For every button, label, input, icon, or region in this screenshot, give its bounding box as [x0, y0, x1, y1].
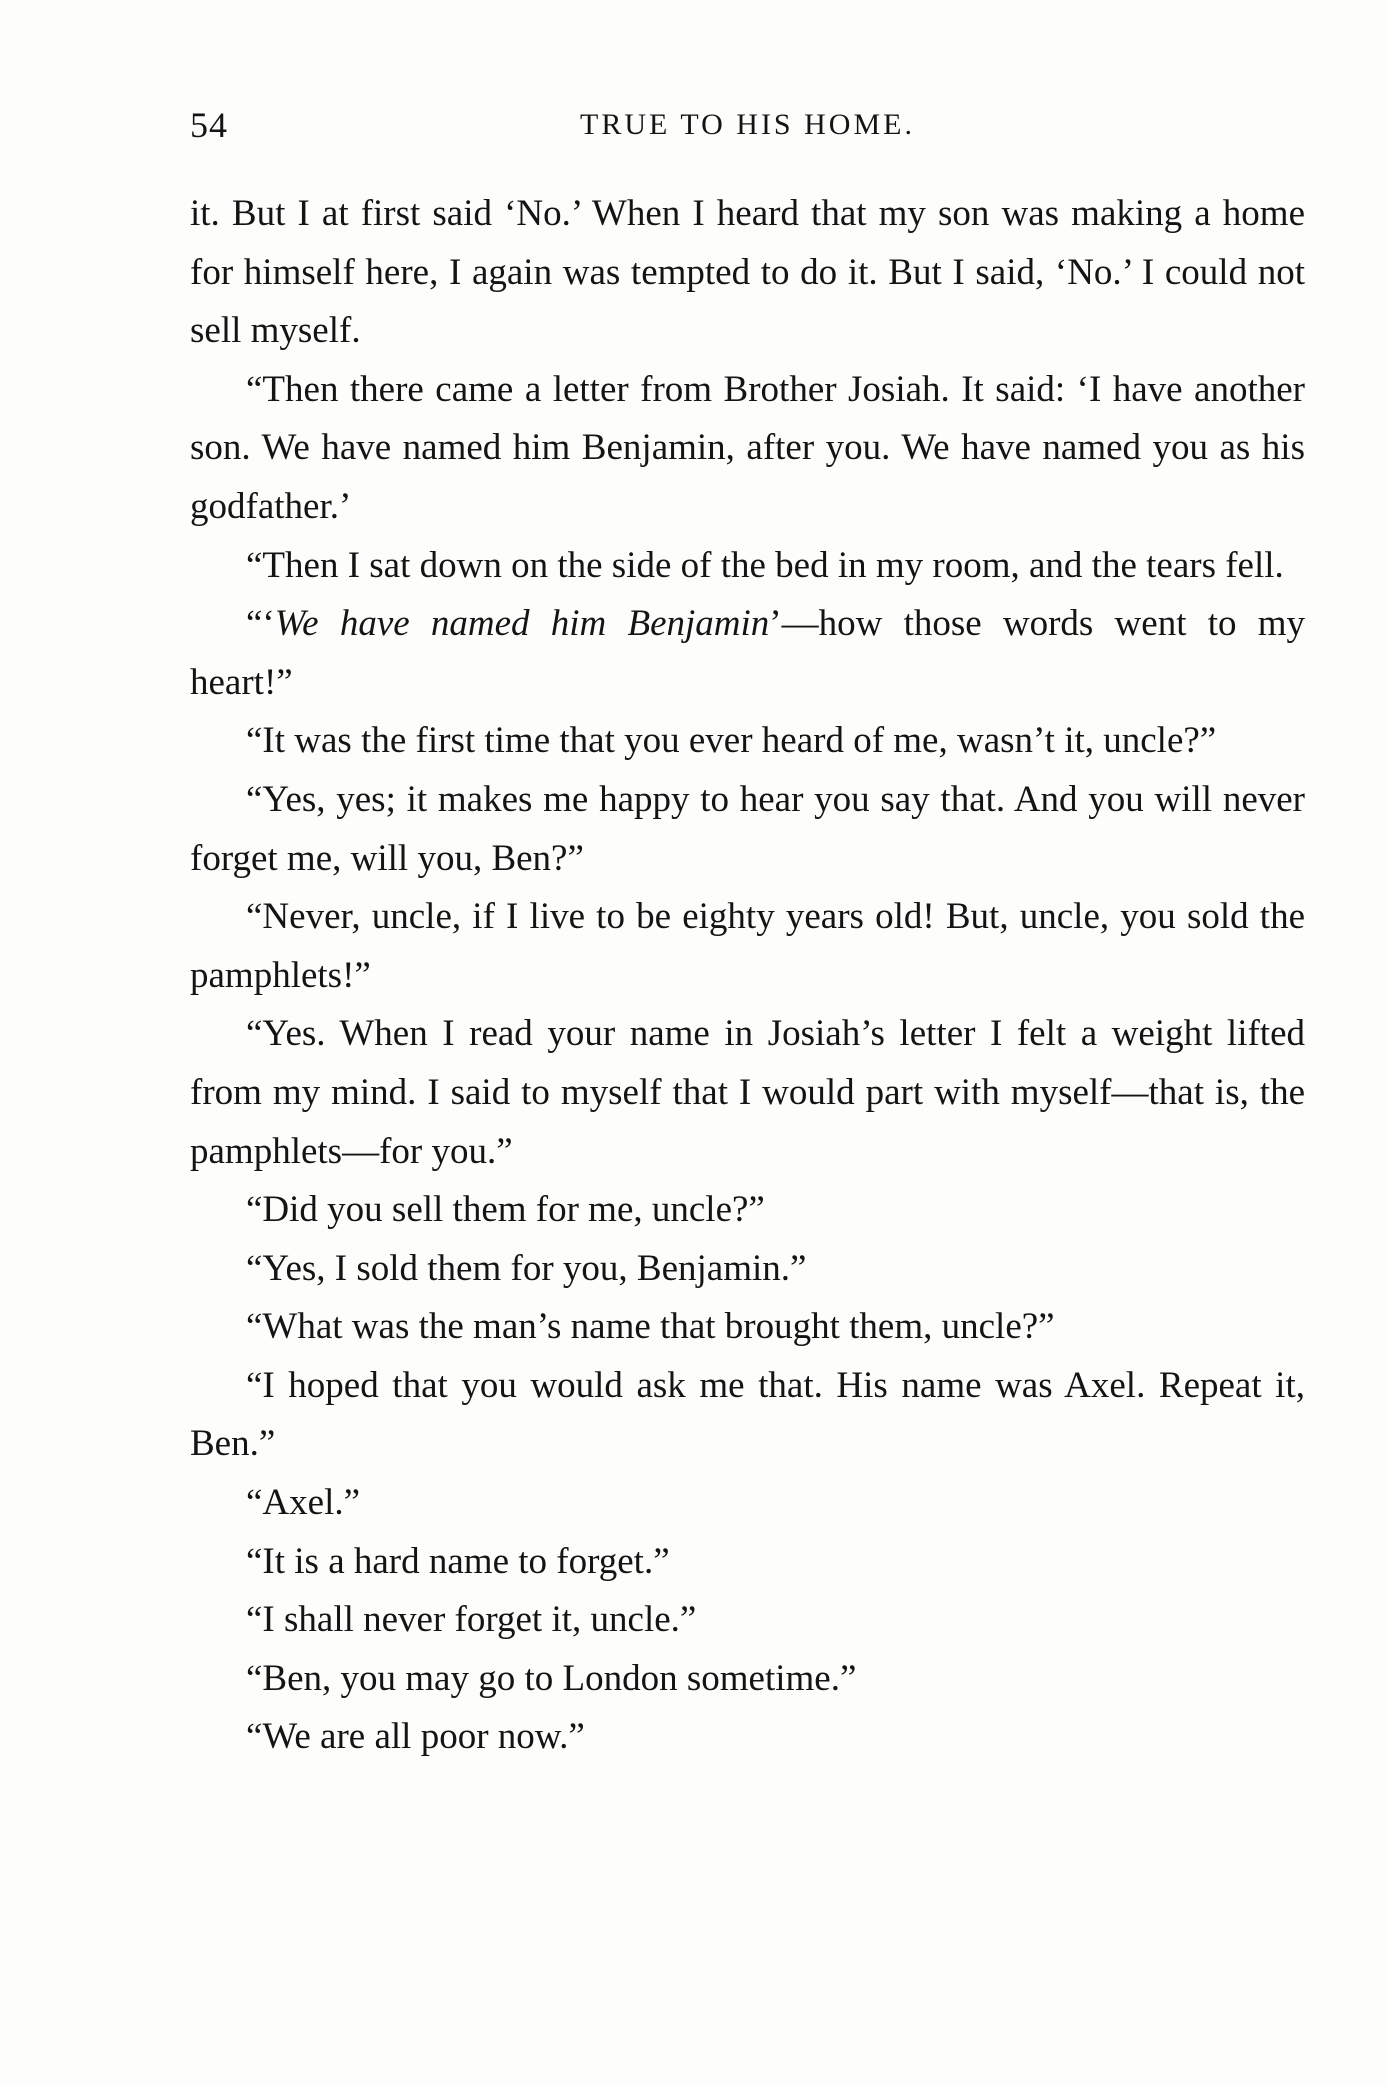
paragraph: “It is a hard name to forget.” [246, 1540, 670, 1582]
paragraph: “We are all poor now.” [246, 1716, 585, 1758]
paragraph: it. But I at first said ‘No.’ When I heard that my son was making a home for himself here, I again was tempted to do it. But I said, ‘No.’ I could not sell myself. [190, 193, 1305, 352]
paragraph: “Ben, you may go to London sometime.” [246, 1657, 857, 1699]
paragraph: “Yes. When I read your name in Josiah’s letter I felt a weight lifted from my mind. I said to myself that I would part with myself—that is, the pamphlets—for you.” [190, 1013, 1305, 1172]
page-body [190, 185, 1305, 1767]
paragraph: “Yes, yes; it makes me happy to hear you say that. And you will never forget me, will you, Ben?” [190, 778, 1305, 879]
paragraph: “Then I sat down on the side of the bed in my room, and the tears fell. [246, 544, 1284, 586]
paragraph: “I shall never forget it, uncle.” [246, 1599, 697, 1641]
page-number: 54 [190, 105, 228, 145]
paragraph: “Axel.” [246, 1482, 361, 1524]
paragraph: “Then there came a letter from Brother Josiah. It said: ‘I have another son. We have named him Benjamin, after you. We have named you as his godfather.’ [190, 368, 1305, 527]
paragraph: “Yes, I sold them for you, Benjamin.” [246, 1247, 807, 1289]
paragraph-rest: ’—how those words went to my heart!” [190, 603, 1305, 703]
running-head: TRUE TO HIS HOME. [580, 108, 915, 141]
paragraph [190, 595, 1305, 712]
opening-quotes: “‘ [246, 603, 275, 645]
paragraph: “Did you sell them for me, uncle?” [246, 1189, 765, 1231]
paragraph: “What was the man’s name that brought them, uncle?” [246, 1306, 1055, 1348]
paragraph: “I hoped that you would ask me that. His name was Axel. Repeat it, Ben.” [190, 1364, 1305, 1465]
italic-quotation: We have named him Benjamin [274, 603, 770, 645]
paragraph: “Never, uncle, if I live to be eighty years old! But, uncle, you sold the pamphlets!” [190, 896, 1305, 996]
page-header [190, 104, 1305, 154]
paragraph: “It was the first time that you ever heard of me, wasn’t it, uncle?” [246, 720, 1217, 762]
